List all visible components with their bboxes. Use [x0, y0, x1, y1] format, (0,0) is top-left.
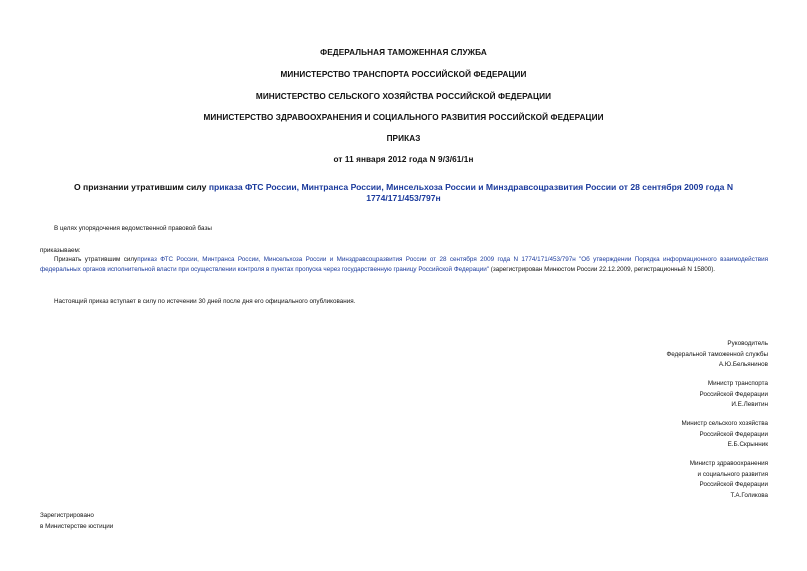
signature-position: Руководитель [727, 340, 768, 347]
signature-name: И.Е.Левитин [731, 401, 768, 408]
signature-name: А.Ю.Бельянинов [718, 361, 768, 368]
title-prefix: О признании утратившим силу [73, 182, 209, 192]
signature-position: Министр сельского хозяйства [681, 420, 768, 427]
signature-name: Е.Б.Скрынник [727, 441, 768, 448]
signature-organization: Федеральной таможенной службы [666, 350, 768, 358]
title-link[interactable]: приказа ФТС России, Минтранса России, Минсельхоза России и Минздравсоцразвития России от 28 сентября 2009 года N 1774/171/453/797н [208, 182, 734, 203]
repealed-order-link[interactable]: приказ ФТС России, Минтранса России, Минсельхоза России и Минздравсоцразвития России от 28 сентября 2009 года N 1774/171/453/797н "Об утверждении Порядка информационного взаимодействия федеральных органов исполнительной власти при осуществлении контроля в пунктах пропуска через государственную границу Российской Федерации" [40, 256, 769, 273]
signature-position: Министр здравоохранения [689, 460, 768, 467]
document-type: ПРИКАЗ [386, 134, 421, 143]
paragraph-purpose: В целях упорядочения ведомственной правовой базы [54, 225, 212, 232]
signature-organization: Российской Федерации [699, 430, 768, 438]
signature-organization: Российской Федерации [699, 481, 768, 488]
agency-minzdrav: МИНИСТЕРСТВО ЗДРАВООХРАНЕНИЯ И СОЦИАЛЬНОГО РАЗВИТИЯ РОССИЙСКОЙ ФЕДЕРАЦИИ [203, 113, 604, 122]
signature-fts [666, 339, 768, 371]
document-title [40, 182, 767, 204]
registration-line-2: в Министерстве юстиции [40, 522, 114, 530]
paragraph-effective: Настоящий приказ вступает в силу по истечении 30 дней после дня его официального опубликования. [54, 298, 356, 305]
registration-note [40, 511, 113, 532]
signature-minzdrav [690, 459, 768, 501]
agency-mintrans: МИНИСТЕРСТВО ТРАНСПОРТА РОССИЙСКОЙ ФЕДЕРАЦИИ [280, 70, 527, 79]
agency-fts: ФЕДЕРАЛЬНАЯ ТАМОЖЕННАЯ СЛУЖБА [320, 48, 487, 57]
repeal-suffix: (зарегистрирован Минюстом России 22.12.2009, регистрационный N 15800). [489, 265, 716, 273]
repeal-prefix: Признать утратившим силу [54, 256, 138, 263]
signature-name: Т.А.Голикова [730, 491, 768, 499]
paragraph-order: приказываем: [40, 247, 81, 254]
signature-position-cont: и социального развития [697, 470, 768, 478]
document-date: от 11 января 2012 года N 9/3/61/1н [333, 155, 474, 164]
signature-mintrans [700, 379, 768, 411]
signature-organization: Российской Федерации [699, 390, 768, 398]
registration-line-1: Зарегистрировано [40, 512, 94, 519]
agency-minselhoz: МИНИСТЕРСТВО СЕЛЬСКОГО ХОЗЯЙСТВА РОССИЙСКОЙ ФЕДЕРАЦИИ [255, 92, 552, 101]
paragraph-repeal [40, 255, 768, 274]
signature-minselhoz [682, 419, 768, 451]
signature-position: Министр транспорта [707, 380, 768, 387]
